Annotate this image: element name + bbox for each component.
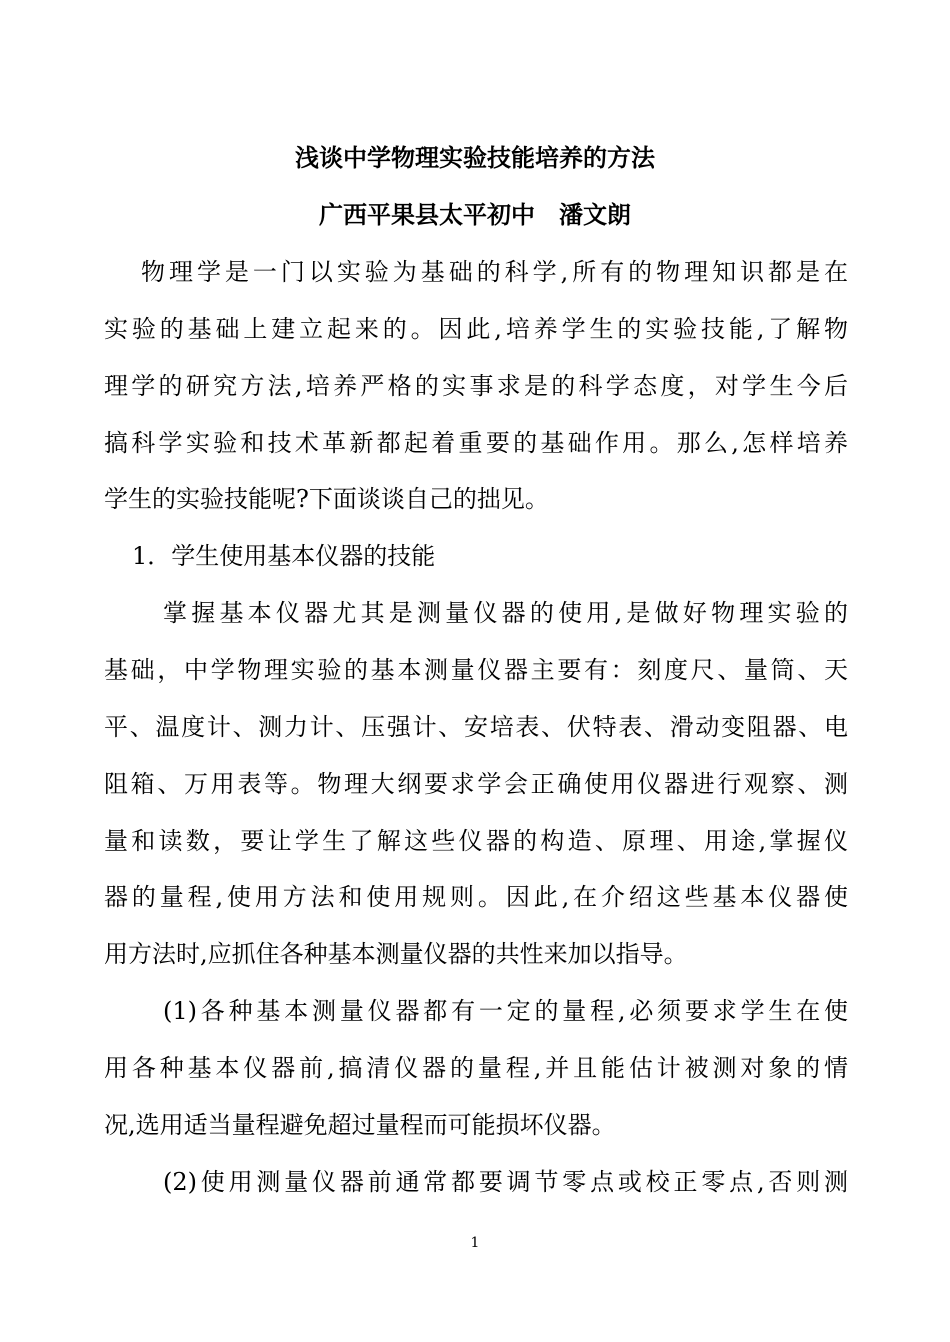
document-title: 浅谈中学物理实验技能培养的方法 bbox=[295, 143, 655, 172]
paragraph-1-line: 搞科学实验和技术革新都起着重要的基础作用。那么,怎样培养 bbox=[104, 429, 848, 457]
paragraph-2-line: 基础，中学物理实验的基本测量仪器主要有：刻度尺、量筒、天 bbox=[104, 656, 848, 684]
paragraph-1-line: 物理学是一门以实验为基础的科学,所有的物理知识都是在 bbox=[141, 258, 848, 286]
paragraph-1-line: 理学的研究方法,培养严格的实事求是的科学态度，对学生今后 bbox=[104, 372, 848, 400]
paragraph-2-line: 量和读数，要让学生了解这些仪器的构造、原理、用途,掌握仪 bbox=[104, 827, 848, 855]
paragraph-1-line: 学生的实验技能呢?下面谈谈自己的拙见。 bbox=[104, 485, 549, 513]
author-line: 广西平果县太平初中 潘文朗 bbox=[319, 200, 631, 229]
paragraph-2-line: 器的量程,使用方法和使用规则。因此,在介绍这些基本仪器使 bbox=[104, 883, 848, 911]
paragraph-3-line: 用各种基本仪器前,搞清仪器的量程,并且能估计被测对象的情 bbox=[104, 1054, 848, 1082]
paragraph-1-line: 实验的基础上建立起来的。因此,培养学生的实验技能,了解物 bbox=[104, 315, 848, 343]
paragraph-4-line: (2)使用测量仪器前通常都要调节零点或校正零点,否则测 bbox=[163, 1168, 848, 1196]
paragraph-2-line: 用方法时,应抓住各种基本测量仪器的共性来加以指导。 bbox=[104, 940, 688, 968]
paragraph-2-line: 阻箱、万用表等。物理大纲要求学会正确使用仪器进行观察、测 bbox=[104, 770, 848, 798]
page-number: 1 bbox=[470, 1235, 480, 1251]
paragraph-2-line: 掌握基本仪器尤其是测量仪器的使用,是做好物理实验的 bbox=[163, 599, 848, 627]
paragraph-3-line: 况,选用适当量程避免超过量程而可能损坏仪器。 bbox=[104, 1111, 616, 1139]
section-heading: 1．学生使用基本仪器的技能 bbox=[132, 542, 436, 570]
paragraph-2-line: 平、温度计、测力计、压强计、安培表、伏特表、滑动变阻器、电 bbox=[104, 713, 848, 741]
paragraph-3-line: (1)各种基本测量仪器都有一定的量程,必须要求学生在使 bbox=[163, 997, 848, 1025]
